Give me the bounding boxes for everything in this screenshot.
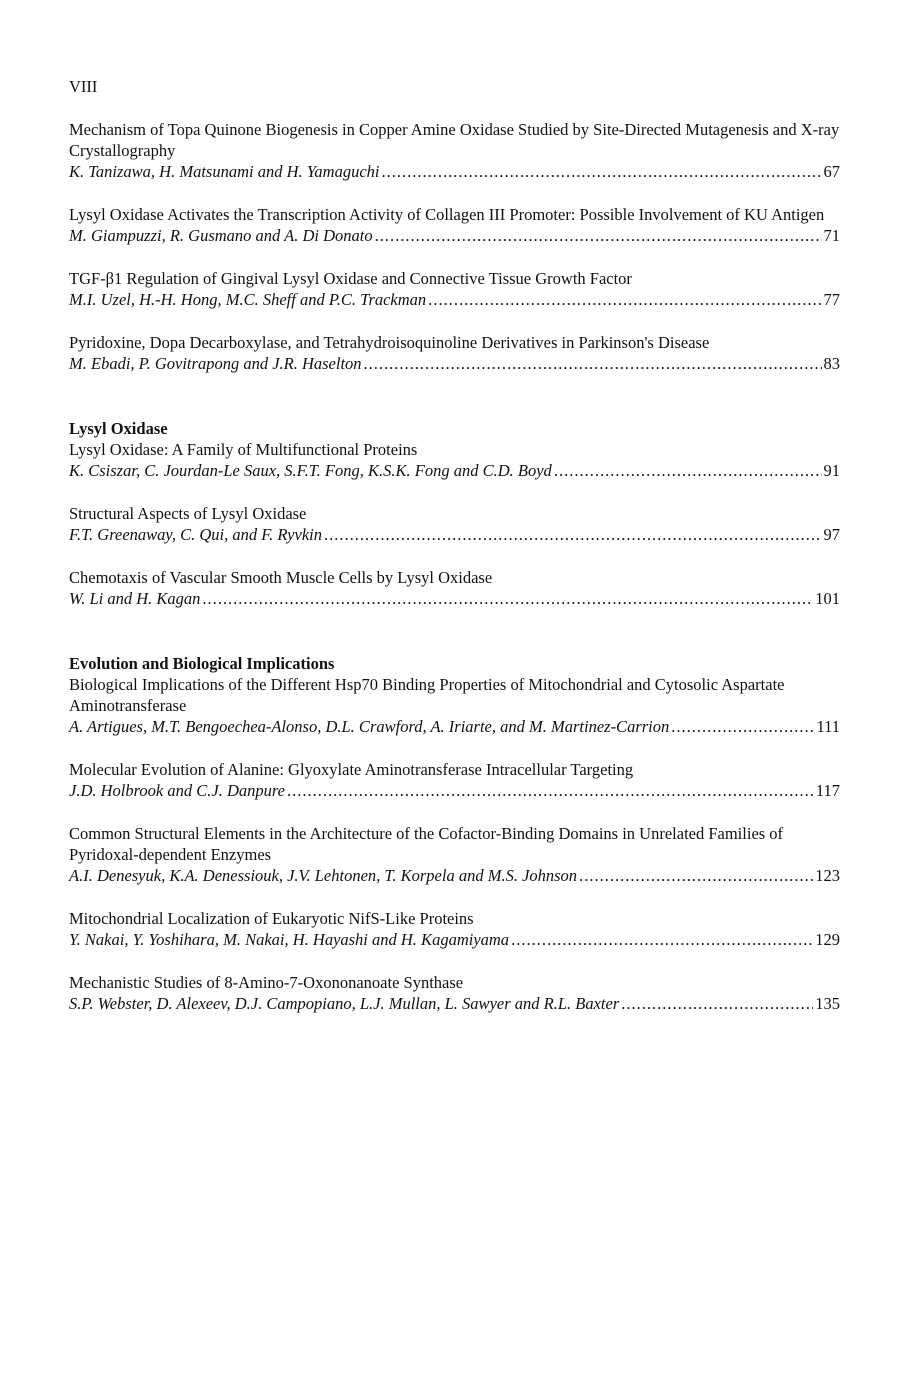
- entry-authors: Y. Nakai, Y. Yoshihara, M. Nakai, H. Hayashi and H. Kagamiyama: [69, 930, 510, 949]
- entry-title: Pyridoxine, Dopa Decarboxylase, and Tetrahydroisoquinoline Derivatives in Parkinson's Disease: [69, 333, 710, 352]
- entry-page: 123: [815, 866, 840, 885]
- entry-authors: M.I. Uzel, H.-H. Hong, M.C. Sheff and P.C. Trackman: [69, 290, 427, 309]
- entry-authors: W. Li and H. Kagan: [69, 589, 201, 608]
- entry-title: Chemotaxis of Vascular Smooth Muscle Cells by Lysyl Oxidase: [69, 568, 493, 587]
- entry-title: Mechanistic Studies of 8-Amino-7-Oxononanoate Synthase: [69, 973, 464, 992]
- entry-authors-line: [69, 780, 840, 801]
- entry-title: Biological Implications of the Different Hsp70 Binding Properties of Mitochondrial and Cytosolic Aspartate Aminotransferase: [69, 675, 785, 715]
- entry-authors: K. Csiszar, C. Jourdan-Le Saux, S.F.T. Fong, K.S.K. Fong and C.D. Boyd: [69, 461, 552, 480]
- entry-authors-line: [69, 161, 840, 182]
- dot-leader: [382, 161, 822, 182]
- entry-authors: A.I. Denesyuk, K.A. Denessiouk, J.V. Lehtonen, T. Korpela and M.S. Johnson: [69, 866, 578, 885]
- dot-leader: [621, 993, 813, 1014]
- dot-leader: [287, 780, 814, 801]
- entry-page: 117: [815, 781, 840, 800]
- entry-page: 135: [815, 994, 840, 1013]
- toc-entry: [69, 119, 840, 182]
- entry-title: Mitochondrial Localization of Eukaryotic NifS-Like Proteins: [69, 909, 474, 928]
- toc-entry: [69, 759, 840, 801]
- toc-entry: [69, 674, 840, 737]
- entry-page: 67: [823, 162, 840, 181]
- dot-leader: [364, 353, 822, 374]
- toc-entry: [69, 204, 840, 246]
- entry-authors: S.P. Webster, D. Alexeev, D.J. Campopiano, L.J. Mullan, L. Sawyer and R.L. Baxter: [69, 994, 620, 1013]
- section-heading: Evolution and Biological Implications: [69, 654, 335, 673]
- entry-authors-line: [69, 993, 840, 1014]
- entry-authors: A. Artigues, M.T. Bengoechea-Alonso, D.L. Crawford, A. Iriarte, and M. Martinez-Carrion: [69, 717, 670, 736]
- entry-title: Molecular Evolution of Alanine: Glyoxylate Aminotransferase Intracellular Targeting: [69, 760, 634, 779]
- entry-authors-line: [69, 353, 840, 374]
- entry-page: 129: [815, 930, 840, 949]
- toc-entry: [69, 567, 840, 609]
- page-number: VIII: [69, 77, 98, 96]
- dot-leader: [511, 929, 813, 950]
- toc-entry: [69, 823, 840, 886]
- table-of-contents: [69, 119, 840, 1036]
- entry-authors: F.T. Greenaway, C. Qui, and F. Ryvkin: [69, 525, 322, 544]
- entry-authors-line: [69, 929, 840, 950]
- entry-authors: J.D. Holbrook and C.J. Danpure: [69, 781, 285, 800]
- dot-leader: [671, 716, 814, 737]
- entry-title: TGF-β1 Regulation of Gingival Lysyl Oxidase and Connective Tissue Growth Factor: [69, 269, 632, 288]
- entry-title: Lysyl Oxidase: A Family of Multifunctional Proteins: [69, 440, 418, 459]
- entry-page: 91: [823, 461, 840, 480]
- entry-authors-line: [69, 225, 840, 246]
- dot-leader: [324, 524, 822, 545]
- toc-entry: [69, 503, 840, 545]
- toc-entry: [69, 268, 840, 310]
- entry-authors: K. Tanizawa, H. Matsunami and H. Yamaguchi: [69, 162, 380, 181]
- entry-title: Mechanism of Topa Quinone Biogenesis in Copper Amine Oxidase Studied by Site-Directed Mutagenesis and X-ray Crystallography: [69, 120, 840, 160]
- toc-entry: [69, 972, 840, 1014]
- dot-leader: [579, 865, 813, 886]
- dot-leader: [428, 289, 821, 310]
- entry-page: 97: [823, 525, 840, 544]
- entry-authors-line: [69, 865, 840, 886]
- toc-entry: [69, 439, 840, 481]
- entry-page: 111: [816, 717, 840, 736]
- entry-authors-line: [69, 289, 840, 310]
- entry-title: Lysyl Oxidase Activates the Transcription Activity of Collagen III Promoter: Possible Involvement of KU Antigen: [69, 205, 825, 224]
- entry-authors-line: [69, 460, 840, 481]
- entry-authors: M. Ebadi, P. Govitrapong and J.R. Haselton: [69, 354, 362, 373]
- entry-title: Structural Aspects of Lysyl Oxidase: [69, 504, 307, 523]
- toc-entry: [69, 332, 840, 374]
- toc-entry: [69, 908, 840, 950]
- entry-authors-line: [69, 524, 840, 545]
- dot-leader: [554, 460, 822, 481]
- entry-page: 83: [823, 354, 840, 373]
- entry-title: Common Structural Elements in the Architecture of the Cofactor-Binding Domains in Unrelated Families of Pyridoxal-dependent Enzymes: [69, 824, 784, 864]
- dot-leader: [375, 225, 822, 246]
- entry-authors-line: [69, 588, 840, 609]
- dot-leader: [202, 588, 813, 609]
- entry-page: 71: [823, 226, 840, 245]
- entry-authors-line: [69, 716, 840, 737]
- entry-page: 101: [815, 589, 840, 608]
- entry-page: 77: [823, 290, 840, 309]
- entry-authors: M. Giampuzzi, R. Gusmano and A. Di Donato: [69, 226, 373, 245]
- section-heading: Lysyl Oxidase: [69, 419, 168, 438]
